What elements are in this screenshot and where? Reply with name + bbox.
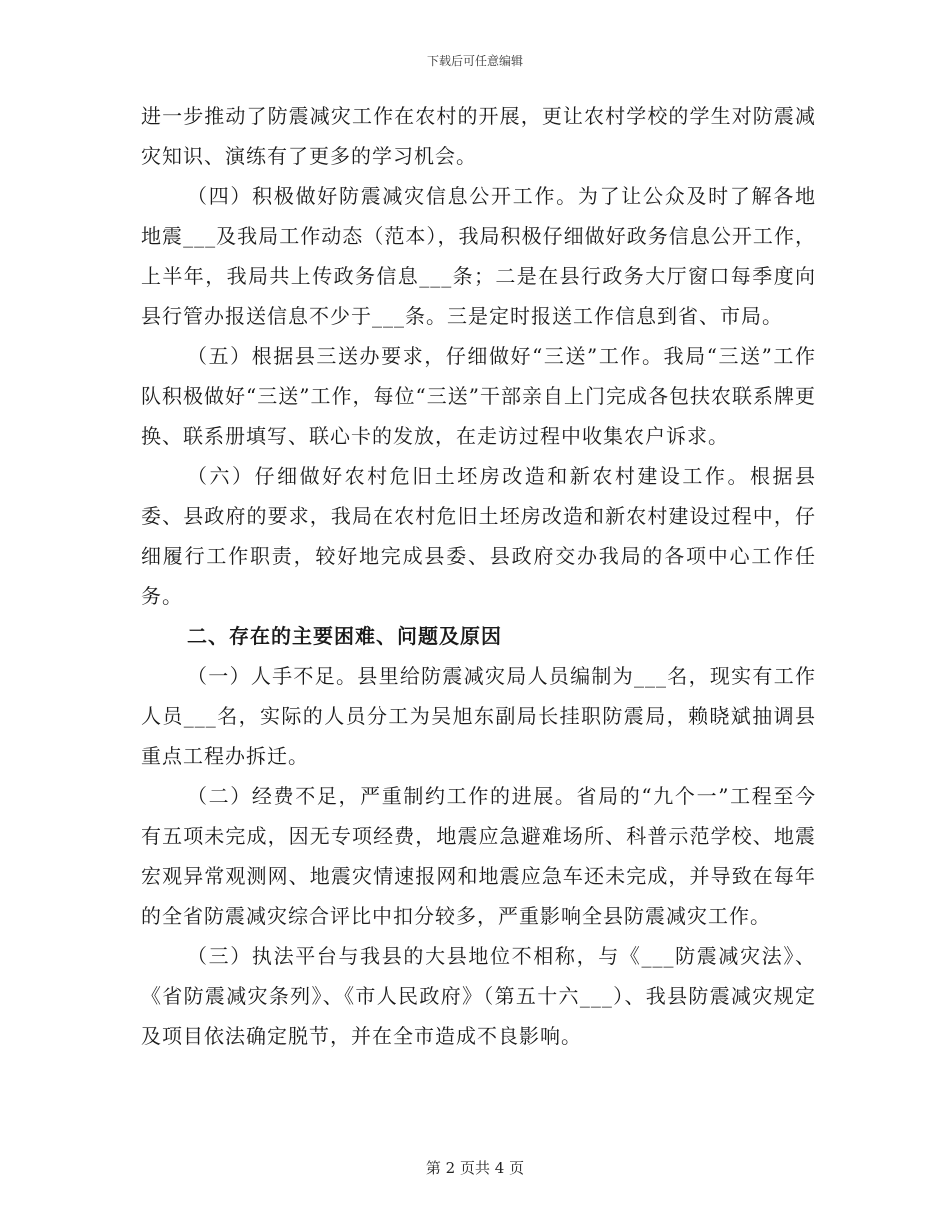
- page-header: 下载后可任意编辑: [426, 54, 523, 68]
- paragraph-funding-shortage: （二）经费不足，严重制约工作的进展。省局的“九个一”工程至今有五项未完成，因无专项经费，地震应急避难场所、科普示范学校、地震宏观异常观测网、地震灾情速报网和地震应急车还未完成，并导致在每年的全省防震减灾综合评比中扣分较多，严重影响全县防震减灾工作。: [141, 784, 816, 928]
- paragraph-staff-shortage: （一）人手不足。县里给防震减灾局人员编制为___名，现实有工作人员___名，实际的人员分工为吴旭东副局长挂职防震局，赖晓斌抽调县重点工程办拆迁。: [141, 664, 816, 768]
- document-body: [141, 96, 816, 1056]
- paragraph-rural-housing: （六）仔细做好农村危旧土坯房改造和新农村建设工作。根据县委、县政府的要求，我局在农村危旧土坯房改造和新农村建设过程中，仔细履行工作职责，较好地完成县委、县政府交办我局的各项中心工作任务。: [141, 464, 816, 608]
- page-number: 第 2 页共 4 页: [425, 1159, 525, 1177]
- paragraph-continuation: 进一步推动了防震减灾工作在农村的开展，更让农村学校的学生对防震减灾知识、演练有了更多的学习机会。: [141, 104, 816, 168]
- paragraph-three-send: （五）根据县三送办要求，仔细做好“三送”工作。我局“三送”工作队积极做好“三送”工作，每位“三送”干部亲自上门完成各包扶农联系牌更换、联系册填写、联心卡的发放，在走访过程中收集农户诉求。: [141, 344, 816, 448]
- paragraph-info-disclosure: （四）积极做好防震减灾信息公开工作。为了让公众及时了解各地地震___及我局工作动态（范本），我局积极仔细做好政务信息公开工作，上半年，我局共上传政务信息___条；二是在县行政务大厅窗口每季度向县行管办报送信息不少于___条。三是定时报送工作信息到省、市局。: [141, 184, 816, 328]
- paragraph-law-enforcement: （三）执法平台与我县的大县地位不相称，与《___防震减灾法》、《省防震减灾条列》、《市人民政府》（第五十六___）、我县防震减灾规定及项目依法确定脱节，并在全市造成不良影响。: [141, 944, 816, 1048]
- section-heading: 二、存在的主要困难、问题及原因: [187, 624, 502, 648]
